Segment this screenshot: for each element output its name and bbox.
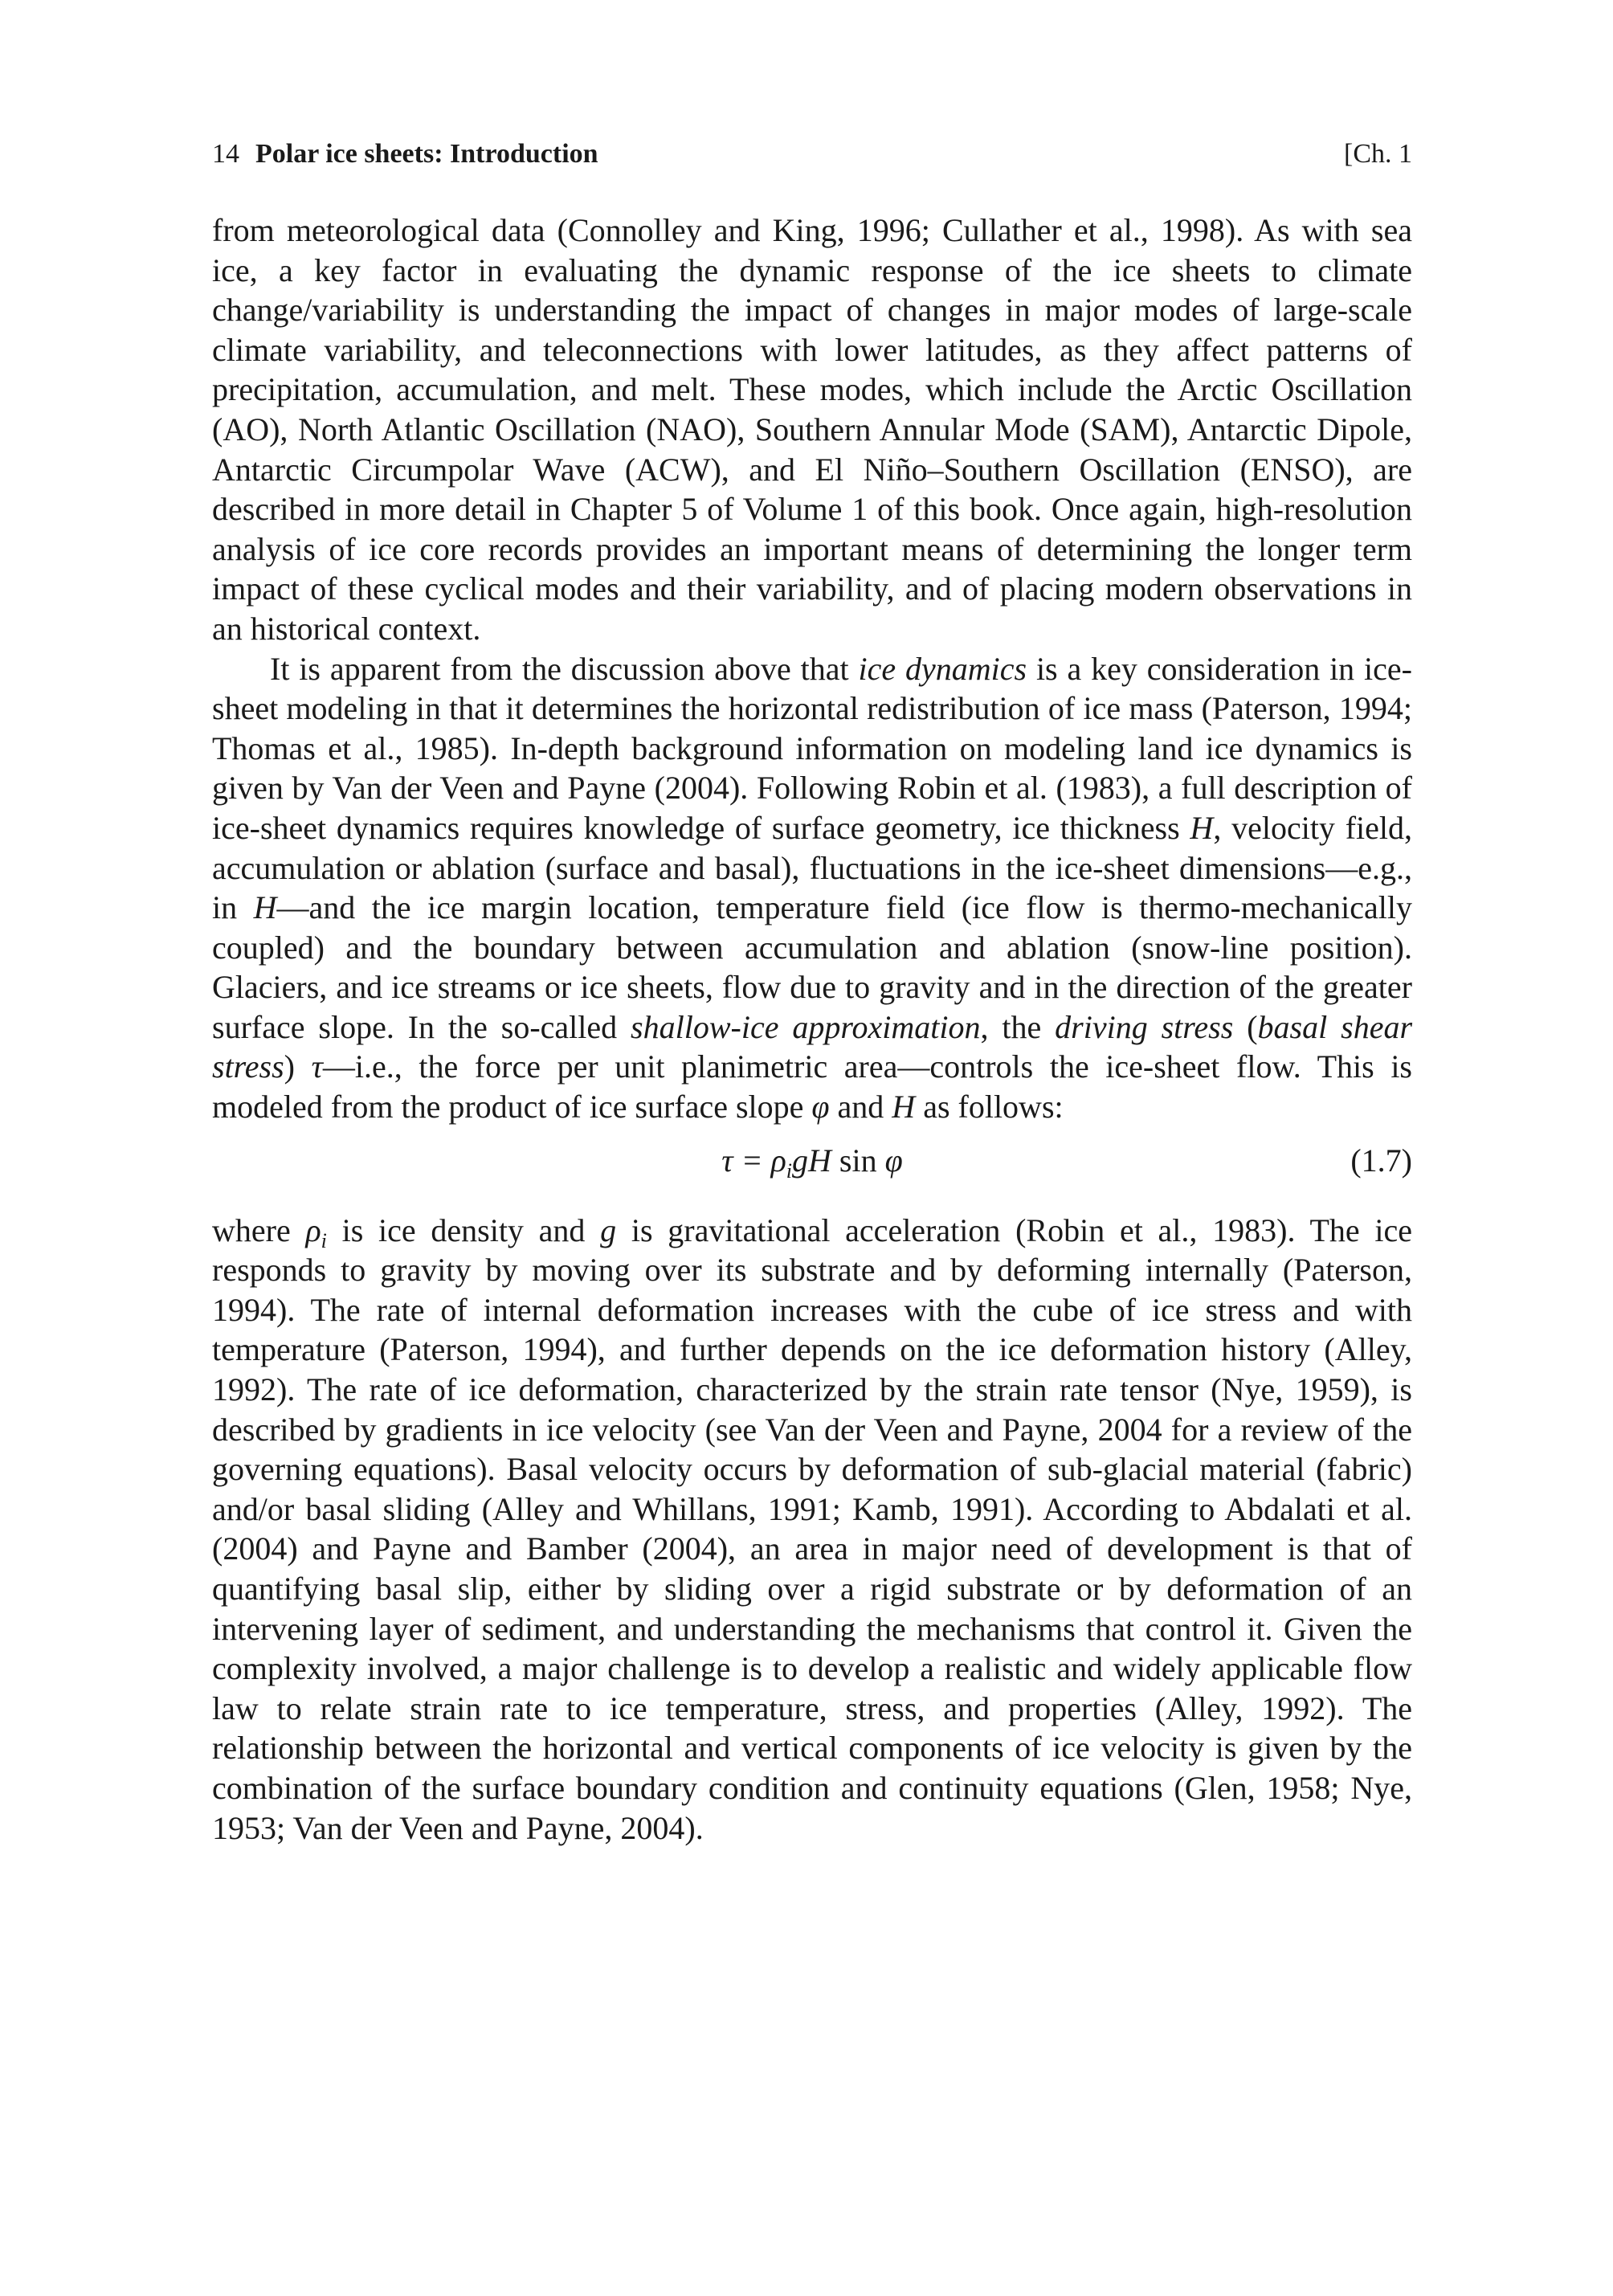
equation-subscript: i [786,1158,793,1183]
symbol-h: H [892,1089,916,1126]
body-text [212,210,1412,1848]
symbol-rho-subscript: i [321,1228,327,1252]
term-driving-stress: driving stress [1055,1008,1234,1045]
text-run: is gravitational acceleration (Robin et al., 1983). The ice responds to gravity by moving over its substrate and by deforming internally (Paterson, 1994). The rate of internal deformation increases with the cube of ice stress and with temperature (Paterson, 1994), and further depends on the ice deformation history (Alley, 1992). The rate of ice deformation, characterized by the strain rate tensor (Nye, 1959), is described by gradients in ice velocity (see Van der Veen and Payne, 2004 for a review of the governing equations). Basal velocity occurs by deformation of sub-glacial material (fabric) and/or basal sliding (Alley and Whillans, 1991; Kamb, 1991). According to Abdalati et al. (2004) and Payne and Bamber (2004), an area in major need of development is that of quantifying basal slip, either by sliding over a rigid substrate or by deformation of an intervening layer of sediment, and understanding the mechanisms that control it. Given the complexity involved, a major challenge is to develop a realistic and widely applicable flow law to relate strain rate to ice temperature, stress, and properties (Alley, 1992). The relationship between the horizontal and vertical components of ice velocity is given by the combination of the surface boundary condition and continuity equations (Glen, 1958; Nye, 1953; Van der Veen and Payne, 2004). [212,1211,1413,1846]
symbol-phi: φ [811,1089,830,1126]
equation-number: (1.7) [1350,1142,1412,1179]
equation-sin: sin [831,1142,885,1179]
text-run: is ice density and [326,1211,601,1248]
running-title: Polar ice sheets: Introduction [255,139,598,169]
text-run: and [829,1089,892,1126]
text-run: —i.e., the force per unit planimetric area—controls the ice-sheet flow. This is modeled from the product of ice surface slope [212,1048,1412,1126]
equation-rhs: gH [792,1142,831,1179]
equation-lhs: τ = ρ [721,1142,786,1179]
text-run: ( [1233,1008,1258,1045]
paragraph-1: from meteorological data (Connolley and King, 1996; Cullather et al., 1998). As with sea ice, a key factor in evaluating the dynamic response of the ice sheets to climate change/variability is understanding the impact of changes in major modes of large-scale climate variability, and teleconnections with lower latitudes, as they affect patterns of precipitation, accumulation, and melt. These modes, which include the Arctic Oscillation (AO), North Atlantic Oscillation (NAO), Southern Annular Mode (SAM), Antarctic Dipole, Antarctic Circumpolar Wave (ACW), and El Niño–Southern Oscillation (ENSO), are described in more detail in Chapter 5 of Volume 1 of this book. Once again, high-resolution analysis of ice core records provides an important means of determining the longer term impact of these cyclical modes and their variability, and of placing modern observations in an historical context. [212,212,1412,647]
equation-1-7 [212,1137,1412,1198]
symbol-tau: τ [311,1048,323,1085]
symbol-h: H [1190,809,1214,846]
text-run: as follows: [915,1089,1064,1126]
text-run: ) [284,1048,312,1085]
term-shallow-ice-approximation: shallow-ice approximation [631,1008,981,1045]
text-run: It is apparent from the discussion above that [270,650,859,687]
book-page [212,137,1412,1848]
term-basal-shear-stress: basal shear stress [212,1008,1413,1085]
equation-phi: φ [884,1142,903,1179]
paragraph-3 [212,1211,1412,1849]
text-run: , velocity field, accumulation or ablation (surface and basal), fluctuations in the ice-sheet dimensions—e.g., in [212,809,1412,926]
paragraph-2 [212,649,1412,1127]
equation-expression [212,1137,1412,1185]
text-run: —and the ice margin location, temperature field (ice flow is thermo-mechanically coupled) and the boundary between accumulation and ablation (snow-line position). Glaciers, and ice streams or ice sheets, flow due to gravity and in the direction of the greater surface slope. In the so-called [212,889,1412,1045]
running-head [212,137,1412,172]
symbol-rho: ρ [305,1211,321,1248]
page-number: 14 [212,139,239,169]
symbol-h: H [253,889,277,926]
term-ice-dynamics: ice dynamics [858,650,1027,687]
text-run: , the [980,1008,1056,1045]
chapter-label: [Ch. 1 [1344,139,1412,169]
running-head-left [212,137,598,172]
symbol-g: g [600,1211,617,1248]
text-run: where [212,1211,306,1248]
text-run: is a key consideration in ice-sheet modeling in that it determines the horizontal redistribution of ice mass (Paterson, 1994; Thomas et al., 1985). In-depth background information on modeling land ice dynamics is given by Van der Veen and Payne (2004). Following Robin et al. (1983), a full description of ice-sheet dynamics requires knowledge of surface geometry, ice thickness [212,650,1412,846]
